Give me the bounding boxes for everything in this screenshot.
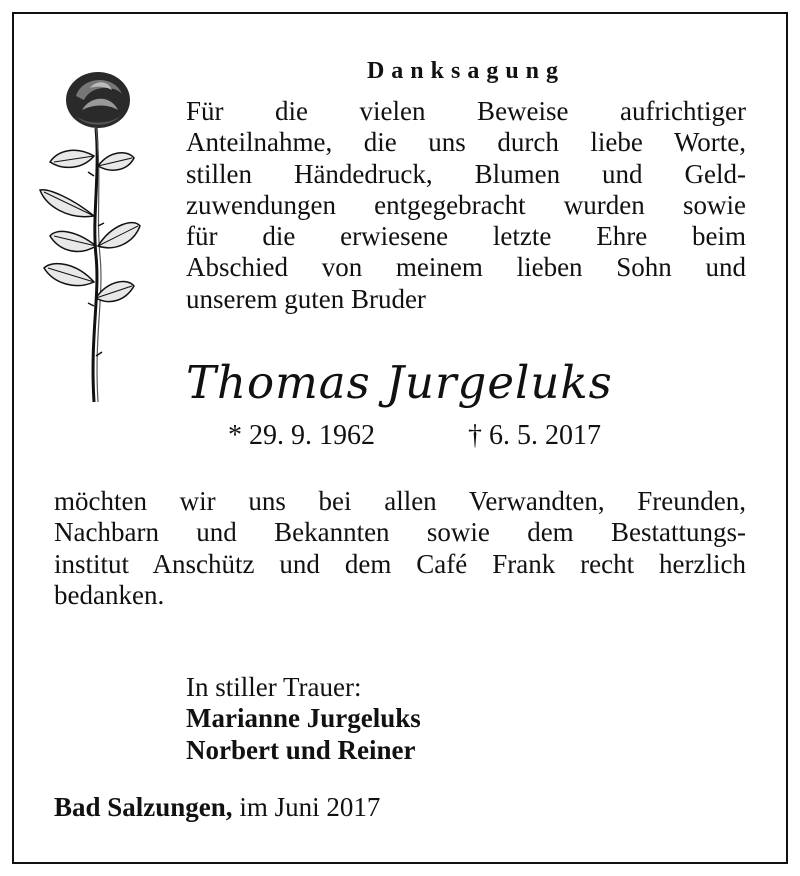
birth-date: * 29. 9. 1962	[228, 420, 375, 451]
mourner-name: Marianne Jurgeluks	[186, 703, 421, 734]
mourning-label: In stiller Trauer:	[186, 672, 362, 702]
intro-line: Für die vielen Beweise aufrichtiger	[186, 96, 746, 126]
mourner-name: Norbert und Reiner	[186, 734, 416, 765]
place-date-line	[54, 792, 380, 823]
notice-title: Danksagung	[366, 58, 566, 84]
thanks-line: bedanken.	[54, 579, 165, 610]
intro-line: Anteilnahme, die uns durch liebe Worte,	[186, 127, 746, 158]
thanks-text	[54, 486, 746, 611]
intro-text	[186, 96, 746, 315]
deceased-name: Thomas Jurgeluks	[186, 356, 613, 409]
intro-line: stillen Händedruck, Blumen und Geld-	[186, 158, 746, 189]
place-name: Bad Salzungen,	[54, 792, 233, 822]
thanks-line: möchten wir uns bei allen Verwandten, Freunden,	[54, 486, 746, 516]
intro-line: Abschied von meinem lieben Sohn und	[186, 252, 746, 283]
intro-line: zuwendungen entgegebracht wurden sowie	[186, 189, 746, 220]
rose-icon	[36, 66, 146, 406]
intro-line: für die erwiesene letzte Ehre beim	[186, 221, 746, 252]
thanks-line: institut Anschütz und dem Café Frank recht herzlich	[54, 548, 746, 579]
notice-date: im Juni 2017	[239, 792, 381, 822]
thanks-line: Nachbarn und Bekannten sowie dem Bestattungs-	[54, 517, 746, 548]
intro-line: unserem guten Bruder	[186, 283, 426, 314]
mourners-block	[186, 672, 421, 766]
death-date: † 6. 5. 2017	[468, 420, 601, 451]
